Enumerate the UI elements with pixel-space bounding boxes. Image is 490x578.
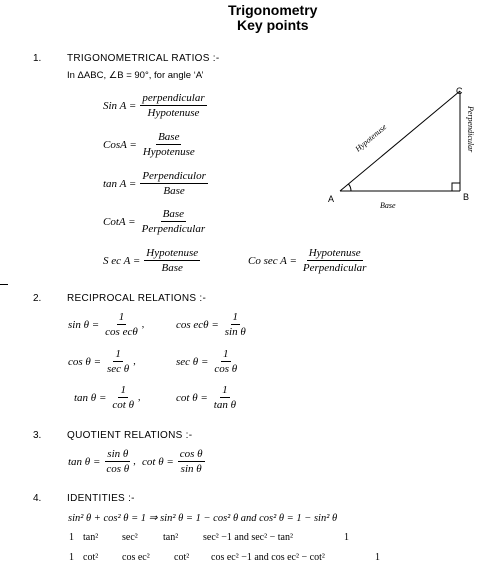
formula-denominator: Perpendicular — [141, 223, 206, 235]
angle-arc — [349, 184, 352, 191]
formula-separator: , — [133, 356, 136, 367]
formula-lhs: cot θ = — [176, 391, 208, 404]
formula-lhs: tan θ = — [74, 391, 107, 404]
identity-cell: sec² — [122, 532, 138, 543]
formula-denominator: cos ecθ — [105, 326, 138, 338]
vertex-label-b: B — [463, 192, 470, 202]
formula-denominator: Perpendicular — [302, 262, 367, 274]
quotient-cot-formula — [142, 448, 205, 475]
identity-line-1: sin² θ + cos² θ = 1 ⇒ sin² θ = 1 − cos² θ and cos² θ = 1 − sin² θ — [68, 513, 338, 524]
formula-numerator: 1 — [232, 311, 239, 323]
identity-line-2 — [0, 532, 490, 546]
formula-lhs: cot θ = — [142, 455, 174, 468]
intro-text: In ΔABC, ∠B = 90°, for angle ‘A’ — [67, 70, 204, 81]
formula-lhs: CotA = — [103, 215, 136, 228]
section-number: 2. — [33, 293, 42, 304]
identity-cell: cos ec² — [122, 552, 150, 563]
formula-numerator: 1 — [120, 384, 126, 396]
identity-cell: 1 — [69, 532, 74, 543]
formula-denominator: cot θ — [112, 399, 134, 411]
section-heading: TRIGONOMETRICAL RATIOS :- — [67, 53, 220, 64]
cosec-ratio-formula — [248, 247, 368, 274]
right-angle-mark — [452, 183, 460, 191]
page-title: Trigonometry — [228, 2, 318, 18]
formula-denominator: Base — [163, 185, 185, 197]
formula-denominator: Hypotenuse — [147, 107, 200, 119]
identity-cell: tan² — [163, 532, 179, 543]
formula-lhs: S ec A = — [103, 254, 141, 267]
formula-numerator: 1 — [118, 311, 125, 323]
identity-cell: tan² — [83, 532, 99, 543]
formula-separator: , — [141, 319, 145, 330]
identity-cell: sec² −1 and sec² − tan² — [203, 532, 293, 543]
reciprocal-sin-formula — [68, 311, 144, 338]
identity-cell: 1 — [375, 552, 380, 563]
section-heading: QUOTIENT RELATIONS :- — [67, 430, 193, 441]
base-label: Base — [380, 201, 396, 210]
formula-lhs: sin θ = — [68, 318, 100, 331]
reciprocal-cos-formula — [68, 348, 136, 375]
formula-numerator: Base — [158, 131, 180, 143]
reciprocal-tan-formula — [74, 384, 140, 411]
formula-lhs: CosA = — [103, 138, 137, 151]
formula-denominator: Base — [161, 262, 183, 274]
formula-separator: , — [137, 392, 141, 403]
reciprocal-cosec-formula — [176, 311, 248, 338]
identity-line-3 — [0, 552, 490, 566]
formula-lhs: Co sec A = — [248, 254, 297, 267]
margin-dash — [0, 284, 8, 285]
formula-denominator: cos θ — [106, 463, 130, 475]
formula-numerator: cos θ — [179, 448, 203, 460]
section-number: 4. — [33, 493, 42, 504]
formula-lhs: sec θ = — [176, 355, 209, 368]
identity-cell: cos ec² −1 and cos ec² − cot² — [211, 552, 325, 563]
formula-numerator: Perpendiculor — [142, 170, 206, 182]
hypotenuse-line — [340, 91, 460, 191]
formula-numerator: 1 — [223, 348, 229, 360]
formula-separator: , — [133, 456, 136, 467]
sin-ratio-formula — [103, 92, 207, 119]
section-number: 3. — [33, 430, 42, 441]
identity-cell: 1 — [344, 532, 349, 543]
vertex-label-c: C — [456, 86, 463, 96]
formula-numerator: perpendicular — [142, 92, 205, 104]
cot-ratio-formula — [103, 208, 207, 235]
vertex-label-a: A — [328, 194, 335, 204]
formula-lhs: Sin A = — [103, 99, 137, 112]
cos-ratio-formula — [103, 131, 197, 158]
formula-numerator: Hypotenuse — [146, 247, 199, 259]
reciprocal-sec-formula — [176, 348, 239, 375]
identity-cell: 1 — [69, 552, 74, 563]
formula-lhs: cos θ = — [68, 355, 101, 368]
reciprocal-cot-formula — [176, 384, 238, 411]
formula-denominator: sin θ — [180, 463, 202, 475]
formula-lhs: cos ecθ = — [176, 318, 219, 331]
formula-denominator: sin θ — [224, 326, 246, 338]
hypotenuse-label: Hypotenuse — [353, 122, 389, 154]
tan-ratio-formula — [103, 170, 208, 197]
formula-numerator: sin θ — [107, 448, 129, 460]
identity-cell: cot² — [83, 552, 99, 563]
formula-lhs: tan A = — [103, 177, 137, 190]
formula-numerator: Hypotenuse — [308, 247, 361, 259]
section-heading: RECIPROCAL RELATIONS :- — [67, 293, 207, 304]
section-number: 1. — [33, 53, 42, 64]
perpendicular-label: Perpendicular — [466, 106, 475, 153]
formula-numerator: Base — [162, 208, 185, 220]
formula-denominator: Hypotenuse — [142, 146, 195, 158]
identity-cell: cot² — [174, 552, 190, 563]
formula-numerator: 1 — [222, 384, 228, 396]
formula-denominator: sec θ — [107, 363, 130, 375]
section-heading: IDENTITIES :- — [67, 493, 135, 504]
formula-denominator: tan θ — [213, 399, 236, 411]
right-triangle-diagram — [320, 84, 488, 214]
formula-lhs: tan θ = — [68, 455, 101, 468]
page-subtitle: Key points — [237, 17, 309, 33]
sec-ratio-formula — [103, 247, 200, 274]
quotient-tan-formula — [68, 448, 136, 475]
formula-denominator: cos θ — [214, 363, 238, 375]
formula-numerator: 1 — [115, 348, 121, 360]
